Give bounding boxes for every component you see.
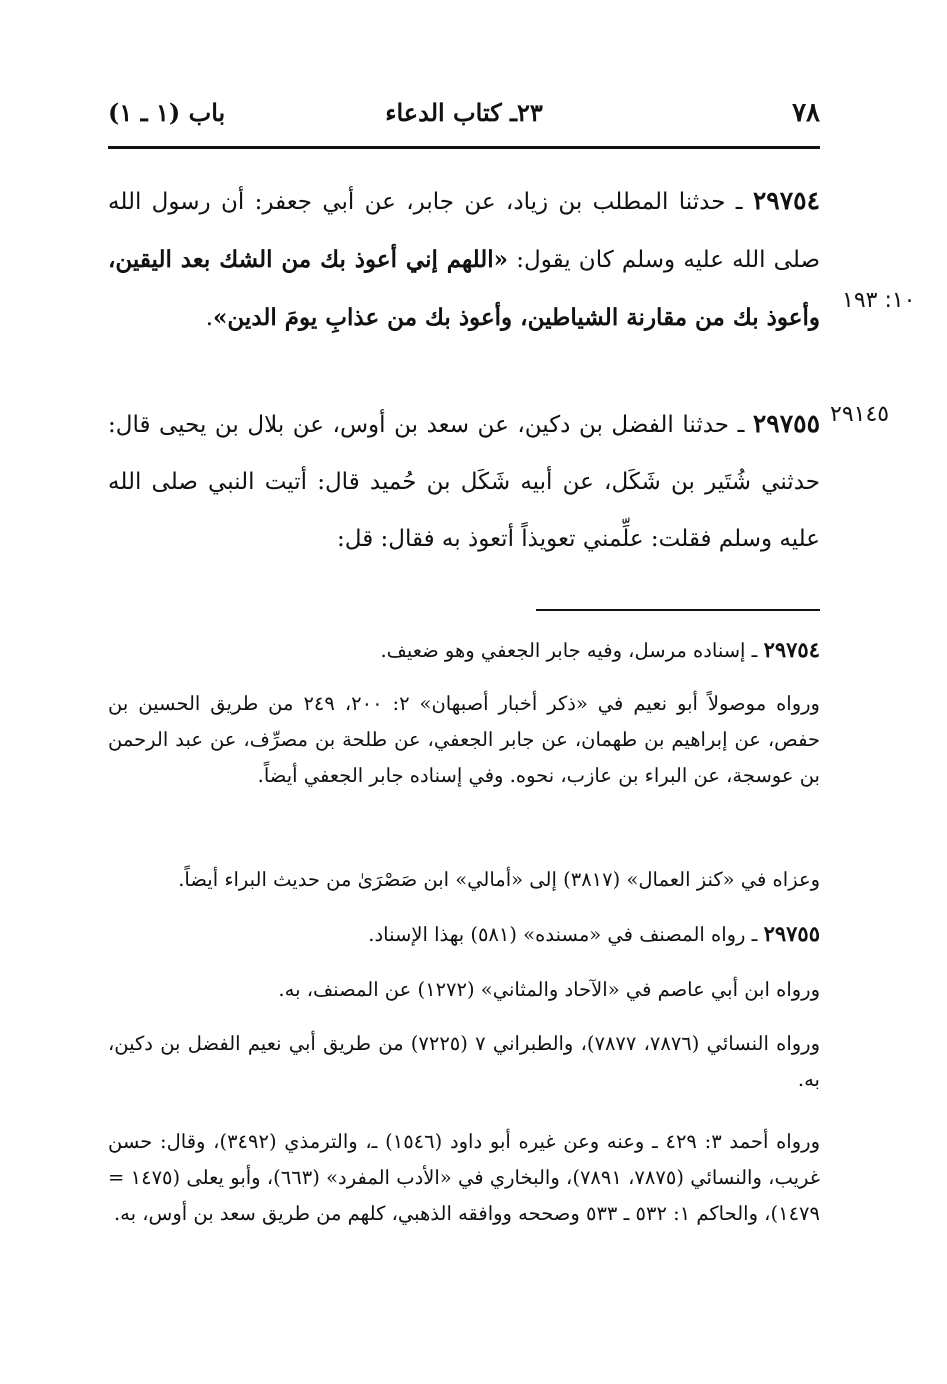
hadith-quote: «اللهم إني أعوذ بك من الشك بعد اليقين، وأعوذ بك من مقارنة الشياطين، وأعوذ بك من عذابِ يومَ الدين» bbox=[108, 246, 820, 331]
hadith-29754 bbox=[108, 172, 820, 347]
footnote-paragraph: ورواه أحمد ٣: ٤٢٩ ـ وعنه وعن غيره أبو داود (١٥٤٦) ـ، والترمذي (٣٤٩٢)، وقال: حسن غريب، والنسائي (٧٨٧٥، ٧٨٩١)، والبخاري في «الأدب المفرد» (٦٦٣)، وأبو يعلى (١٤٧٥ = ١٤٧٩)، والحاكم ١: ٥٣٢ ـ ٥٣٣ وصححه ووافقه الذهبي، كلهم من طريق سعد بن أوس، به. bbox=[108, 1130, 820, 1225]
hadith-text: ـ حدثنا الفضل بن دكين، عن سعد بن أوس، عن بلال بن يحيى قال: حدثني شُتَير بن شَكَل، عن أبيه شَكَل بن حُميد قال: أتيت النبي صلى الله عليه وسلم فقلت: علِّمني تعويذاً أتعوذ به فقال: قل: bbox=[108, 412, 820, 552]
footnote-paragraph: ورواه موصولاً أبو نعيم في «ذكر أخبار أصبهان» ٢: ٢٠٠، ٢٤٩ من طريق الحسين بن حفص، عن إبراهيم بن طهمان، عن جابر الجعفي، عن طلحة بن مصرِّف، عن عبد الرحمن بن عوسجة، عن البراء بن عازب، نحوه. وفي إسناده جابر الجعفي أيضاً. bbox=[108, 692, 820, 787]
page-header bbox=[108, 98, 820, 138]
hadith-text-end: . bbox=[205, 305, 214, 331]
footnote-paragraph: وعزاه في «كنز العمال» (٣٨١٧) إلى «أمالي» ابن صَصْرَىٰ من حديث البراء أيضاً. bbox=[178, 868, 820, 891]
page-number: ٧٨ bbox=[792, 98, 820, 128]
footnote-paragraph: ورواه النسائي (٧٨٧٦، ٧٨٧٧)، والطبراني ٧ (٧٢٢٥) من طريق أبي نعيم الفضل بن دكين، به. bbox=[108, 1032, 820, 1091]
footnote-29754 bbox=[108, 632, 820, 669]
hadith-number: ٢٩٧٥٥ bbox=[752, 409, 820, 438]
footnote-29755 bbox=[108, 916, 820, 953]
header-rule bbox=[108, 146, 820, 149]
footnote-number: ٢٩٧٥٥ bbox=[763, 921, 820, 946]
margin-reference-2: ٢٩١٤٥ bbox=[830, 402, 890, 427]
hadith-number: ٢٩٧٥٤ bbox=[752, 186, 820, 215]
footnote-paragraph: ورواه ابن أبي عاصم في «الآحاد والمثاني» (١٢٧٢) عن المصنف، به. bbox=[278, 978, 820, 1001]
footnote-text: ـ رواه المصنف في «مسنده» (٥٨١) بهذا الإسناد. bbox=[368, 923, 764, 946]
footnote-number: ٢٩٧٥٤ bbox=[763, 637, 820, 662]
chapter-label: باب (١ ـ ١) bbox=[108, 98, 226, 127]
footnote-text: ـ إسناده مرسل، وفيه جابر الجعفي وهو ضعيف. bbox=[380, 639, 764, 662]
footnote-rule bbox=[536, 609, 820, 611]
hadith-text: ـ حدثنا المطلب بن زياد، عن جابر، عن أبي جعفر: أن رسول الله صلى الله عليه وسلم كان يقول: bbox=[108, 189, 820, 273]
margin-reference-1: ١٠: ١٩٣ bbox=[842, 288, 916, 313]
book-title: ٢٣ـ كتاب الدعاء bbox=[385, 98, 543, 127]
hadith-29755 bbox=[108, 395, 820, 568]
